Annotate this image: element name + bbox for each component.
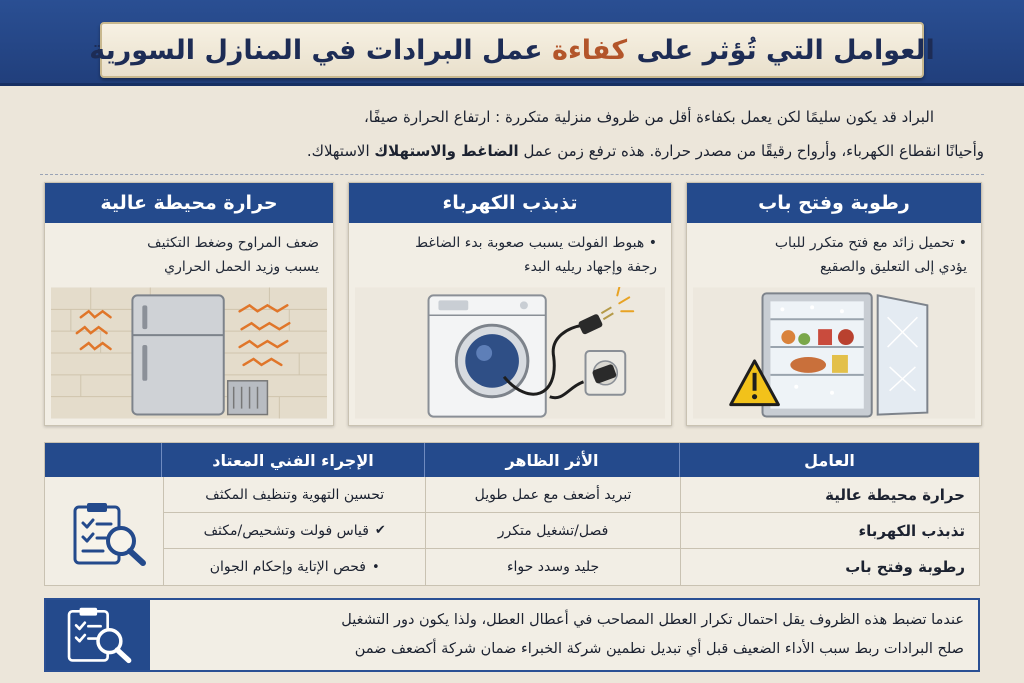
footer-text (162, 606, 964, 664)
washing-machine-plug-icon (355, 287, 665, 419)
title-banner (89, 22, 935, 78)
card-humid-line-1: • تحميل زائد مع فتح متكرر للباب (774, 235, 967, 251)
table-header-row (45, 443, 979, 477)
intro-line-2 (40, 134, 984, 168)
row-action-text: تحسين التهوية وتنظيف المكثف (205, 486, 385, 503)
card-power-text (363, 231, 657, 283)
title-after: عمل البرادات في المنازل السورية (89, 34, 553, 66)
card-power-fluctuation (348, 182, 672, 426)
open-fridge-illustration (693, 287, 975, 419)
card-humidity-door (686, 182, 982, 426)
card-heat-title: حرارة محيطة عالية (45, 183, 333, 223)
card-power-title: تذبذب الكهرباء (349, 183, 671, 223)
card-power-line-2: رجفة وإجهاد ريليه البدء (524, 259, 657, 275)
header-bar (0, 0, 1024, 86)
row-action (163, 477, 425, 512)
factors-table (44, 442, 980, 586)
row-action (163, 513, 425, 548)
card-humid-text (701, 231, 967, 283)
table-body (163, 477, 979, 585)
open-fridge-frost-icon (693, 287, 975, 419)
table-row (163, 513, 979, 549)
card-power-line-1: • هبوط الفولت يسبب صعوبة بدء الضاغط (415, 235, 657, 251)
footer-note (44, 598, 980, 672)
header-effect: الأثر الظاهر (424, 443, 679, 477)
clipboard-magnifier-icon (67, 501, 149, 567)
intro-line-1: البراد قد يكون سليمًا لكن يعمل بكفاءة أقل من ظروف منزلية متكررة : ارتفاع الحرارة صيفًا، (363, 108, 934, 126)
row-factor: رطوبة وفتح باب (680, 549, 979, 585)
card-heat-line-2: يسبب وزيد الحمل الحراري (164, 259, 319, 275)
row-factor: تذبذب الكهرباء (680, 513, 979, 548)
row-effect: تبريد أضعف مع عمل طويل (425, 477, 679, 512)
card-humid-line-2: يؤدي إلى التعليق والصقيع (820, 259, 967, 275)
card-ambient-heat (44, 182, 334, 426)
intro-line-2-c: الاستهلاك. (306, 142, 375, 160)
hot-fridge-illustration (51, 287, 327, 419)
table-row (163, 549, 979, 585)
card-heat-line-1: ضعف المراوح وضغط التكثيف (147, 235, 319, 251)
footer-icon-box (46, 600, 150, 670)
row-effect: جليد وسدد حواء (425, 549, 679, 585)
row-action-text: قياس فولت وتشحيص/مكثف (203, 522, 369, 539)
row-factor: حرارة محيطة عالية (680, 477, 979, 512)
washing-machine-illustration (355, 287, 665, 419)
footer-line-1: عندما تضبط هذه الظروف يقل احتمال تكرار العطل المصاحب في أعطال العطل، ولذا يكون دور التشغيل (341, 612, 964, 628)
row-action (163, 549, 425, 585)
title-highlight: كفاءة (552, 34, 628, 66)
intro-paragraph (40, 100, 984, 170)
bullet-icon: • (371, 559, 380, 575)
intro-line-2-bold: الضاغط والاستهلاك (374, 142, 519, 160)
card-heat-text (59, 231, 319, 283)
card-humid-title: رطوبة وفتح باب (687, 183, 981, 223)
clipboard-magnifier-icon (62, 606, 134, 664)
page-title (89, 35, 935, 66)
title-before: العوامل التي تُؤثر على (627, 34, 935, 66)
table-row (163, 477, 979, 513)
row-effect: فصل/تشغيل متكرر (425, 513, 679, 548)
check-mark-icon: ✔ (374, 523, 386, 538)
footer-line-2: صلح البرادات ربط سبب الأداء الضعيف قبل أي تبديل نطمين شركة الخبراء ضمان شركة أكضعف ضمن (354, 641, 964, 657)
header-action: الإجراء الفني المعتاد (161, 443, 424, 477)
hot-fridge-icon (51, 287, 327, 419)
row-action-text: فحص الإتاية وإحكام الجوان (209, 559, 366, 575)
header-spacer (45, 443, 161, 477)
intro-line-2-a: وأحيانًا انقطاع الكهرباء، وأرواح رقيقًا من مصدر حرارة. هذه ترفع زمن عمل (518, 142, 984, 160)
section-divider (40, 174, 984, 175)
header-factor: العامل (679, 443, 979, 477)
